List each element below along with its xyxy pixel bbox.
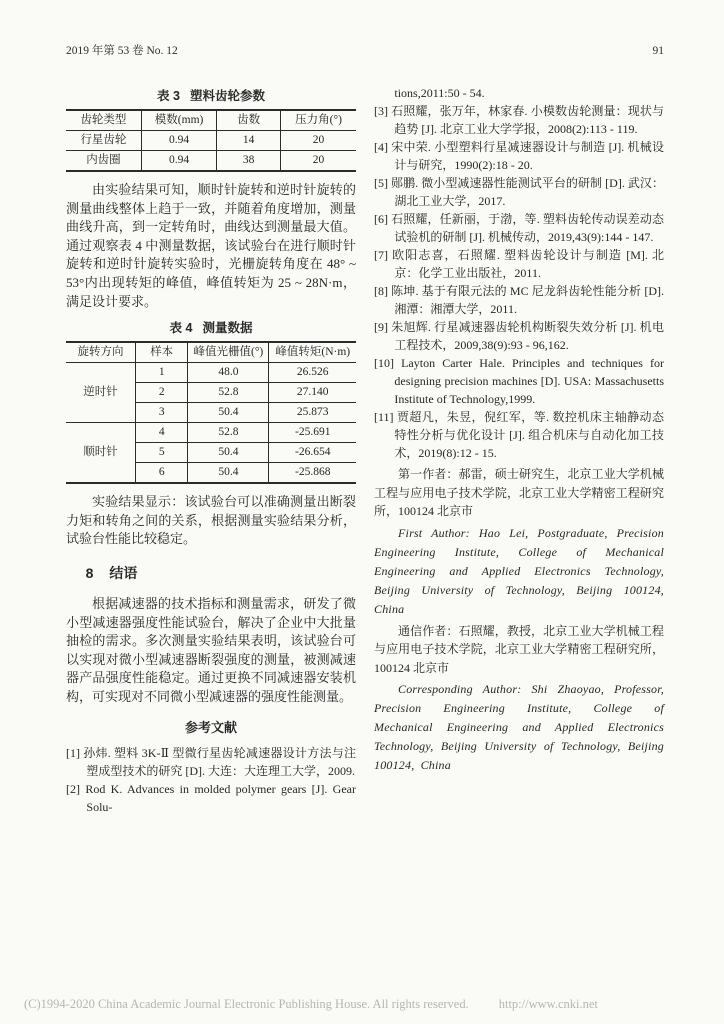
table4-caption (66, 318, 356, 336)
reference-item: [7] 欧阳志喜，石照耀. 塑料齿轮设计与制造 [M]. 北京：化学工业出版社，2011. (374, 248, 664, 280)
table-cell: 25.873 (269, 403, 356, 423)
journal-issue-info: 2019 年第 53 卷 No. 12 (66, 45, 178, 57)
table-header-row (66, 110, 356, 131)
reference-item: [10] Layton Carter Hale. Principles and techniques for designing precision machines [D]. USA: Massachusetts Institute of Technology,1999. (374, 356, 664, 406)
rotation-direction-cell: 逆时针 (66, 363, 136, 423)
table-plastic-gear-parameters (66, 109, 356, 172)
corresponding-author-bio-chinese: 通信作者：石照耀，教授，北京工业大学机械工程与应用电子技术学院，北京工业大学精密工程研究所，100124 北京市 (374, 623, 664, 675)
body-paragraph: 由实验结果可知，顺时针旋转和逆时针旋转的测量曲线整体上趋于一致，并随着角度增加，测量曲线升高，到一定转角时，曲线达到测量最大值。通过观察表 4 中测量数据，该试验台在进行顺时针旋转和逆时针旋转实验时，光栅旋转角度在 48° ~ 53°内出现转矩的峰值，峰值转矩为 25 ~ 28N·m，满足设计要求。 (66, 182, 356, 309)
reference-item: [9] 朱旭辉. 行星减速器齿轮机构断裂失效分析 [J]. 机电工程技术，2009,38(9):93 - 96,162. (374, 320, 664, 352)
table-header-row (66, 342, 356, 363)
table-cell: -25.691 (269, 423, 356, 443)
table-cell: -26.654 (269, 443, 356, 463)
first-author-bio-english: First Author: Hao Lei, Postgraduate, Precision Engineering Institute, College of Mechanical Engineering and Applied Electronics Technology, Beijing University of Technology, Beijing 100124, China (374, 525, 664, 616)
right-column (374, 84, 664, 816)
table-cell: 14 (217, 131, 281, 151)
table-header-cell: 齿数 (217, 110, 281, 131)
cnki-copyright-footer (24, 997, 700, 1012)
table-cell: 4 (136, 423, 188, 443)
table3-caption-title: 塑料齿轮参数 (189, 89, 265, 103)
table-header-cell: 旋转方向 (66, 342, 136, 363)
section-title: 结语 (109, 564, 138, 581)
table-row (66, 363, 356, 383)
reference-item: [3] 石照耀，张万年，林家春. 小模数齿轮测量：现状与趋势 [J]. 北京工业大学学报，2008(2):113 - 119. (374, 104, 664, 136)
table-cell: 52.8 (188, 383, 269, 403)
table-measurement-data (66, 341, 356, 484)
reference-item: [6] 石照耀，任新丽，于渤，等. 塑料齿轮传动误差动态试验机的研制 [J]. 机械传动，2019,43(9):144 - 147. (374, 212, 664, 244)
references-heading: 参考文献 (184, 719, 237, 735)
table-cell: 38 (217, 151, 281, 172)
table-cell: 0.94 (141, 131, 216, 151)
table-cell: 3 (136, 403, 188, 423)
table-cell: 0.94 (141, 151, 216, 172)
table-header-cell: 峰值光栅值(°) (188, 342, 269, 363)
table-cell: 内齿圈 (66, 151, 141, 172)
rotation-direction-cell: 顺时针 (66, 423, 136, 484)
table-cell: 48.0 (188, 363, 269, 383)
table-cell: 52.8 (188, 423, 269, 443)
left-column (66, 84, 356, 816)
table-header-cell: 模数(mm) (141, 110, 216, 131)
section-number: 8 (85, 564, 94, 581)
table-cell: 20 (281, 131, 356, 151)
table-row (66, 423, 356, 443)
reference-item: [11] 贾超凡，朱昱，倪红军，等. 数控机床主轴静动态特性分析与优化设计 [J]. 组合机床与自动化加工技术，2019(8):12 - 15. (374, 410, 664, 460)
table-header-cell: 齿轮类型 (66, 110, 141, 131)
table3-caption-label: 表 3 (157, 89, 180, 103)
table-cell: 6 (136, 463, 188, 484)
reference-item: [1] 孙炜. 塑料 3K-Ⅱ 型微行星齿轮减速器设计方法与注塑成型技术的研究 [D]. 大连：大连理工大学，2009. (66, 745, 356, 778)
table4-caption-title: 测量数据 (202, 321, 253, 336)
table-cell: 50.4 (188, 463, 269, 484)
body-paragraph: 根据减速器的技术指标和测量需求，研发了微小型减速器强度性能试验台，解决了企业中大批量抽检的需求。多次测量实验结果表明，该试验台可以实现对微小型减速器断裂强度的测量，被测减速器产品强度性能稳定。通过更换不同减速器安装机构，可实现对不同微小型减速器的强度性能测量。 (66, 595, 356, 704)
page-number: 91 (652, 45, 664, 57)
table-cell: -25.868 (269, 463, 356, 484)
copyright-text: (C)1994-2020 China Academic Journal Electronic Publishing House. All rights reserved. (24, 997, 469, 1011)
table-header-cell: 压力角(°) (281, 110, 356, 131)
first-author-bio-chinese: 第一作者：郝雷，硕士研究生，北京工业大学机械工程与应用电子技术学院，北京工业大学精密工程研究所，100124 北京市 (374, 467, 664, 518)
table-cell: 26.526 (269, 363, 356, 383)
table-header-cell: 峰值转矩(N·m) (269, 342, 356, 363)
reference-item: [2] Rod K. Advances in molded polymer gears [J]. Gear Solu- (66, 781, 356, 814)
table-cell: 1 (136, 363, 188, 383)
cnki-url: http://www.cnki.net (498, 997, 598, 1011)
table-cell: 行星齿轮 (66, 131, 141, 151)
table-row (66, 131, 356, 151)
running-head (66, 42, 664, 58)
section-heading-conclusion (66, 563, 356, 583)
table4-caption-label: 表 4 (169, 321, 193, 336)
reference-item: [5] 郧鹏. 微小型减速器性能测试平台的研制 [D]. 武汉：湖北工业大学，2017. (374, 176, 664, 208)
reference-item: [4] 宋中荣. 小型塑料行星减速器设计与制造 [J]. 机械设计与研究，1990(2):18 - 20. (374, 140, 664, 172)
table-cell: 27.140 (269, 383, 356, 403)
table-cell: 2 (136, 383, 188, 403)
body-paragraph: 实验结果显示：该试验台可以准确测量出断裂力矩和转角之间的关系，根据测量实验结果分析，试验台性能比较稳定。 (66, 494, 356, 547)
reference-item: [8] 陈坤. 基于有限元法的 MC 尼龙斜齿轮性能分析 [D]. 湘潭：湘潭大学，2011. (374, 284, 664, 316)
table-cell: 20 (281, 151, 356, 172)
table-cell: 50.4 (188, 403, 269, 423)
corresponding-author-bio-english: Corresponding Author: Shi Zhaoyao, Professor, Precision Engineering Institute, College of Mechanical Engineering and Applied Electronics Technology, Beijing University of Technology, Beijing 100124, China (374, 682, 664, 772)
table-cell: 5 (136, 443, 188, 463)
table-row (66, 151, 356, 172)
table3-caption (66, 86, 356, 104)
two-column-layout (66, 84, 664, 816)
reference-continuation: tions,2011:50 - 54. (394, 86, 485, 100)
table-header-cell: 样本 (136, 342, 188, 363)
table-cell: 50.4 (188, 443, 269, 463)
